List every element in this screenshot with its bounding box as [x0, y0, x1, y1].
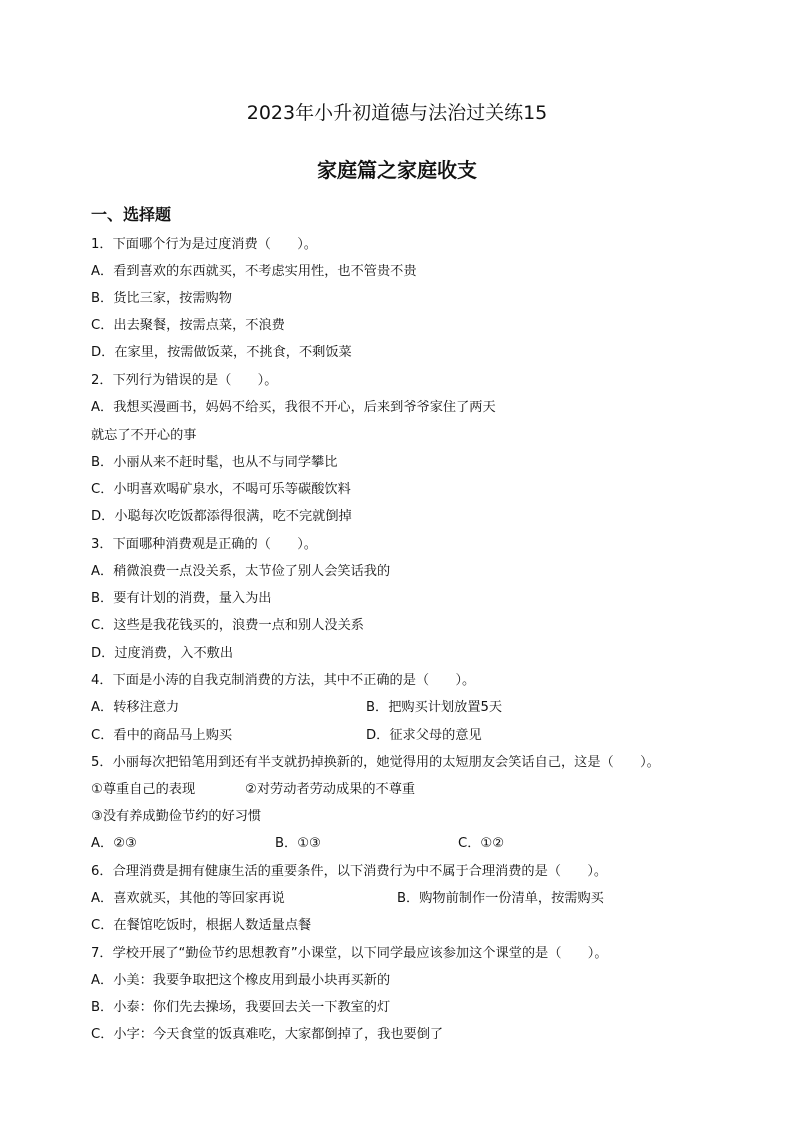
- question-6-stem: 6．合理消费是拥有健康生活的重要条件，以下消费行为中不属于合理消费的是（ ）。: [91, 864, 608, 879]
- question-7-option-a: A．小美：我要争取把这个橡皮用到最小块再买新的: [91, 973, 391, 988]
- question-5-stem: 5．小丽每次把铅笔用到还有半支就扔掉换新的，她觉得用的太短朋友会笑话自己，这是（ ）。: [91, 755, 660, 770]
- question-2-option-b: B．小丽从来不赶时髦，也从不与同学攀比: [91, 455, 338, 470]
- question-1-option-b: B．货比三家，按需购物: [91, 291, 232, 306]
- question-2-option-a: A．我想买漫画书，妈妈不给买，我很不开心，后来到爷爷家住了两天: [91, 400, 496, 415]
- question-5-statement-1: ①尊重自己的表现: [91, 782, 196, 797]
- question-2-option-d: D．小聪每次吃饭都添得很满，吃不完就倒掉: [91, 509, 352, 524]
- page-subtitle: 家庭篇之家庭收支: [317, 158, 477, 182]
- question-5-statement-2: ②对劳动者劳动成果的不尊重: [245, 782, 416, 797]
- question-5-statement-3: ③没有养成勤俭节约的好习惯: [91, 809, 262, 824]
- question-3-option-c: C．这些是我花钱买的，浪费一点和别人没关系: [91, 618, 364, 633]
- question-1-stem: 1．下面哪个行为是过度消费（ ）。: [91, 237, 317, 252]
- section-heading: 一、选择题: [91, 205, 172, 224]
- question-1-option-a: A．看到喜欢的东西就买，不考虑实用性，也不管贵不贵: [91, 264, 417, 279]
- question-7-stem: 7．学校开展了“勤俭节约思想教育”小课堂，以下同学最应该参加这个课堂的是（ ）。: [91, 946, 608, 961]
- question-4-stem: 4．下面是小涛的自我克制消费的方法，其中不正确的是（ ）。: [91, 673, 476, 688]
- question-6-option-b: B．购物前制作一份清单，按需购买: [397, 891, 604, 906]
- question-5-option-a: A．②③: [91, 836, 137, 851]
- question-3-option-b: B．要有计划的消费，量入为出: [91, 591, 272, 606]
- question-2-option-c: C．小明喜欢喝矿泉水，不喝可乐等碳酸饮料: [91, 482, 351, 497]
- question-5-option-b: B．①③: [275, 836, 321, 851]
- question-4-option-c: C．看中的商品马上购买: [91, 728, 233, 743]
- question-7-option-b: B．小泰：你们先去操场，我要回去关一下教室的灯: [91, 1000, 391, 1015]
- question-6-option-a: A．喜欢就买，其他的等回家再说: [91, 891, 285, 906]
- question-4-option-a: A．转移注意力: [91, 700, 180, 715]
- question-5-option-c: C．①②: [458, 836, 505, 851]
- question-6-option-c: C．在餐馆吃饭时，根据人数适量点餐: [91, 918, 312, 933]
- question-4-option-d: D．征求父母的意见: [366, 728, 482, 743]
- question-2-stem: 2．下列行为错误的是（ ）。: [91, 373, 278, 388]
- question-3-option-d: D．过度消费，入不敷出: [91, 646, 234, 661]
- question-1-option-d: D．在家里，按需做饭菜，不挑食，不剩饭菜: [91, 345, 352, 360]
- question-3-stem: 3．下面哪种消费观是正确的（ ）。: [91, 537, 317, 552]
- question-2-option-a-continued: 就忘了不开心的事: [91, 428, 197, 443]
- page-title: 2023年小升初道德与法治过关练15: [246, 102, 548, 124]
- question-3-option-a: A．稍微浪费一点没关系，太节俭了别人会笑话我的: [91, 564, 391, 579]
- question-1-option-c: C．出去聚餐，按需点菜，不浪费: [91, 318, 285, 333]
- question-4-option-b: B．把购买计划放置5天: [366, 700, 503, 715]
- question-7-option-c: C．小字：今天食堂的饭真难吃，大家都倒掉了，我也要倒了: [91, 1027, 444, 1042]
